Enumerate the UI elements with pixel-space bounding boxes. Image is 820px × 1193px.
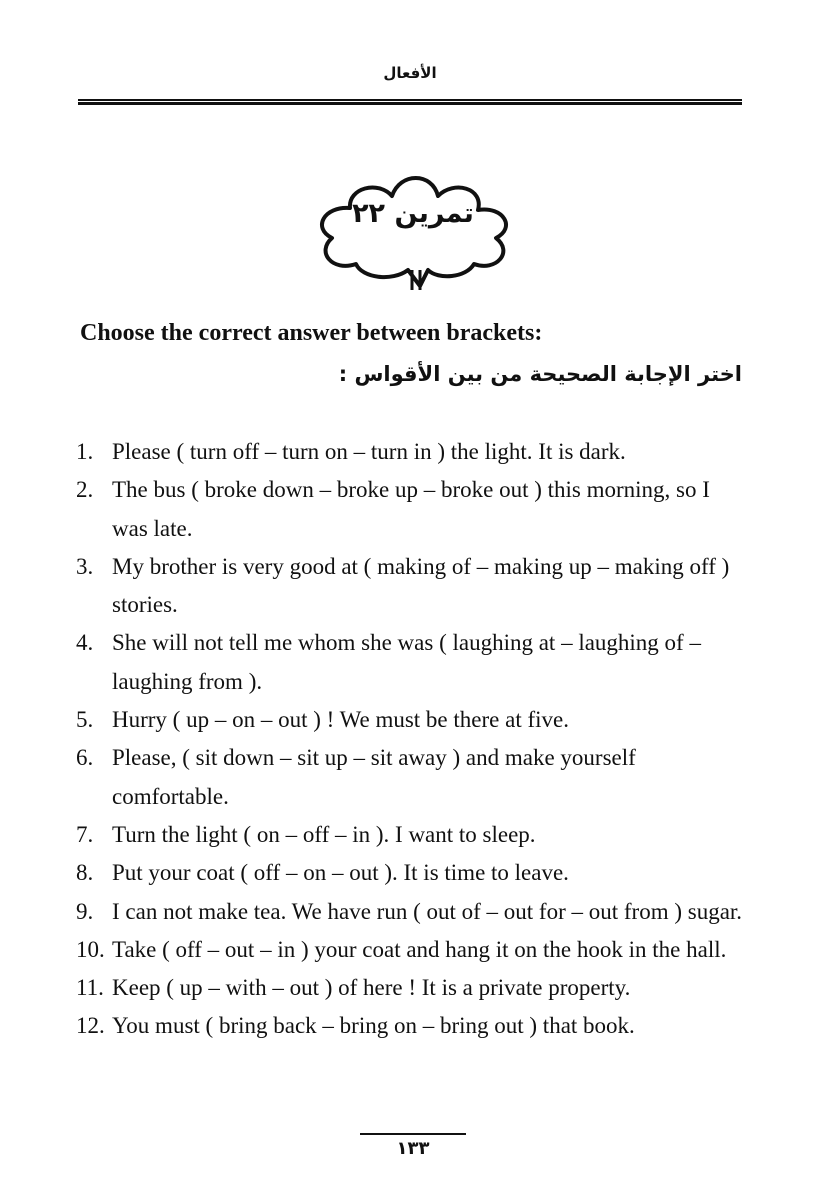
item-text: Keep ( up – with – out ) of here ! It is a private property.	[112, 975, 631, 1001]
exercise-badge-label: تمرين ٢٢	[352, 198, 474, 229]
exercise-item	[76, 893, 746, 931]
footer-rule	[360, 1133, 466, 1135]
exercise-item	[76, 433, 746, 471]
item-number: 5.	[76, 707, 94, 733]
exercise-item	[76, 739, 746, 816]
exercise-item	[76, 969, 746, 1007]
item-number: 2.	[76, 477, 94, 503]
item-text: You must ( bring back – bring on – bring out ) that book.	[112, 1013, 635, 1039]
item-number: 8.	[76, 860, 94, 886]
item-number: 7.	[76, 821, 94, 847]
exercise-item	[76, 624, 746, 701]
exercise-item	[76, 701, 746, 739]
item-number: 4.	[76, 630, 94, 656]
instruction-arabic: اختر الإجابة الصحيحة من بين الأقواس :	[338, 362, 742, 386]
item-number: 11.	[76, 975, 104, 1001]
item-number: 12.	[76, 1013, 105, 1039]
item-text: Put your coat ( off – on – out ). It is time to leave.	[112, 860, 569, 886]
item-text: My brother is very good at ( making of – making up – making off ) stories.	[112, 553, 730, 618]
exercise-item	[76, 931, 746, 969]
item-number: 6.	[76, 745, 94, 771]
item-number: 1.	[76, 439, 94, 464]
item-text: The bus ( broke down – broke up – broke out ) this morning, so I was late.	[112, 477, 710, 541]
instruction-english: Choose the correct answer between brackets:	[80, 320, 543, 346]
exercise-item	[76, 1007, 746, 1045]
item-text: Turn the light ( on – off – in ). I want to sleep.	[112, 821, 536, 847]
exercise-item	[76, 816, 746, 854]
exercise-badge-cloud	[308, 166, 518, 292]
header-rule	[78, 96, 742, 108]
item-text: Hurry ( up – on – out ) ! We must be there at five.	[112, 707, 569, 733]
item-number: 9.	[76, 898, 94, 924]
exercise-list	[76, 433, 746, 1046]
exercise-item	[76, 854, 746, 892]
exercise-item	[76, 471, 746, 548]
item-number: 3.	[76, 553, 94, 579]
exercise-item	[76, 548, 746, 625]
item-text: Please, ( sit down – sit up – sit away ) and make yourself comfortable.	[112, 745, 636, 809]
item-number: 10.	[76, 936, 105, 962]
item-text: Please ( turn off – turn on – turn in ) the light. It is dark.	[112, 439, 626, 464]
chapter-title: الأفعال	[383, 64, 437, 82]
item-text: Take ( off – out – in ) your coat and hang it on the hook in the hall.	[112, 936, 727, 962]
page-number: ١٣٣	[396, 1138, 430, 1159]
item-text: I can not make tea. We have run ( out of – out for – out from ) sugar.	[112, 898, 743, 924]
item-text: She will not tell me whom she was ( laughing at – laughing of – laughing from ).	[112, 630, 701, 694]
